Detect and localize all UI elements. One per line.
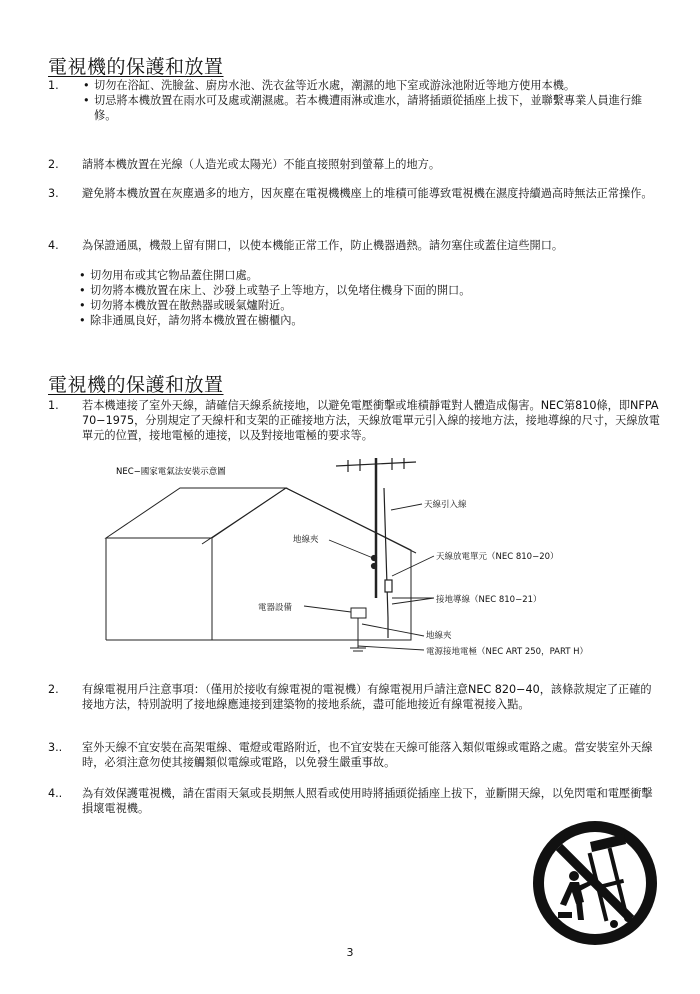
bullet-item: • 切勿將本機放置在散熱器或暖氣爐附近。 <box>78 298 660 313</box>
item-number: 2. <box>48 158 59 171</box>
item-text: 若本機連接了室外天線，請確信天線系統接地，以避免電壓衝擊或堆積靜電對人體造成傷害。NEC第810條，即NFPA 70−1975，分別規定了天線杆和支架的正確接地方法，天線放電單元引入線的接地方法，接地導線的尺寸，天線放電單元的位置，接地電極的連接，以及對接地電極的要求等。 <box>82 399 660 442</box>
section2-title: 電視機的保護和放置 <box>48 374 224 396</box>
item-number: 2. <box>48 683 59 696</box>
item-text: 請將本機放置在光線（人造光或太陽光）不能直接照射到螢幕上的地方。 <box>82 158 441 171</box>
label-electrode: 電源接地電極（NEC ART 250，PART H） <box>426 647 589 657</box>
s1-item-2 <box>48 157 660 172</box>
item-number: 1. <box>48 399 59 412</box>
label-ground-clamps: 地線夾 <box>426 631 452 641</box>
label-discharge-unit: 天線放電單元（NEC 810−20） <box>436 552 559 562</box>
s1-item-3 <box>48 186 660 201</box>
item-text: 有線電視用戶注意事項：（僅用於接收有線電視的電視機）有線電視用戶請注意NEC 820−40，該條款規定了正確的接地方法，特別說明了接地線應連接到建築物的接地系統，盡可能地接近有線電視接入點。 <box>82 683 652 711</box>
s2-item-4 <box>48 786 660 816</box>
diagram-title: NEC−國家電氣法安裝示意圖 <box>116 467 226 477</box>
item-number: 4. <box>48 239 59 252</box>
label-ground-clamp-top: 地線夾 <box>293 535 319 545</box>
bullet-item: • 切勿用布或其它物品蓋住開口處。 <box>78 268 660 283</box>
item-text: 室外天線不宜安裝在高架電線、電燈或電路附近，也不宜安裝在天線可能落入類似電線或電路之處。當安裝室外天線時，必須注意勿使其接觸類似電線或電路，以免發生嚴重事故。 <box>82 741 653 769</box>
s2-item-1 <box>48 398 660 443</box>
label-ground-conductors: 接地導線（NEC 810−21） <box>436 595 542 605</box>
item-text: 避免將本機放置在灰塵過多的地方，因灰塵在電視機機座上的堆積可能導致電視機在濕度持續過高時無法正常操作。 <box>82 187 653 200</box>
s1-item-4 <box>48 238 660 253</box>
s2-item-3 <box>48 740 660 770</box>
item-number: 1. <box>48 79 59 92</box>
bullet-item: • 切忌將本機放置在雨水可及處或潮濕處。若本機遭雨淋或進水，請將插頭從插座上拔下，並聯繫專業人員進行維修。 <box>82 93 660 123</box>
bullet-item: • 除非通風良好，請勿將本機放置在櫥櫃內。 <box>78 313 660 328</box>
antenna-grounding-diagram <box>86 458 646 672</box>
item-number: 3.. <box>48 741 63 754</box>
s2-item-2 <box>48 682 660 712</box>
item-text: 為保證通風，機殼上留有開口，以使本機能正常工作，防止機器過熱。請勿塞住或蓋住這些開口。 <box>82 239 564 252</box>
cart-tip-over-warning-icon <box>532 820 658 950</box>
page-number: 3 <box>346 946 354 959</box>
label-equipment: 電器設備 <box>258 603 293 613</box>
item-number: 4.. <box>48 787 63 800</box>
bullet-item: • 切勿將本機放置在床上、沙發上或墊子上等地方，以免堵住機身下面的開口。 <box>78 283 660 298</box>
item-number: 3. <box>48 187 59 200</box>
section1-title: 電視機的保護和放置 <box>48 56 224 78</box>
bullet-item: • 切勿在浴缸、洗臉盆、廚房水池、洗衣盆等近水處，潮濕的地下室或游泳池附近等地方使用本機。 <box>82 78 660 93</box>
s1-item-4-bullets <box>78 268 660 328</box>
item-text: 為有效保護電視機，請在雷雨天氣或長期無人照看或使用時將插頭從插座上拔下，並斷開天線，以免閃電和電壓衝擊損壞電視機。 <box>82 787 653 815</box>
label-lead-in: 天線引入線 <box>424 500 467 510</box>
house-outline <box>106 488 416 640</box>
s1-item-1 <box>48 78 660 123</box>
